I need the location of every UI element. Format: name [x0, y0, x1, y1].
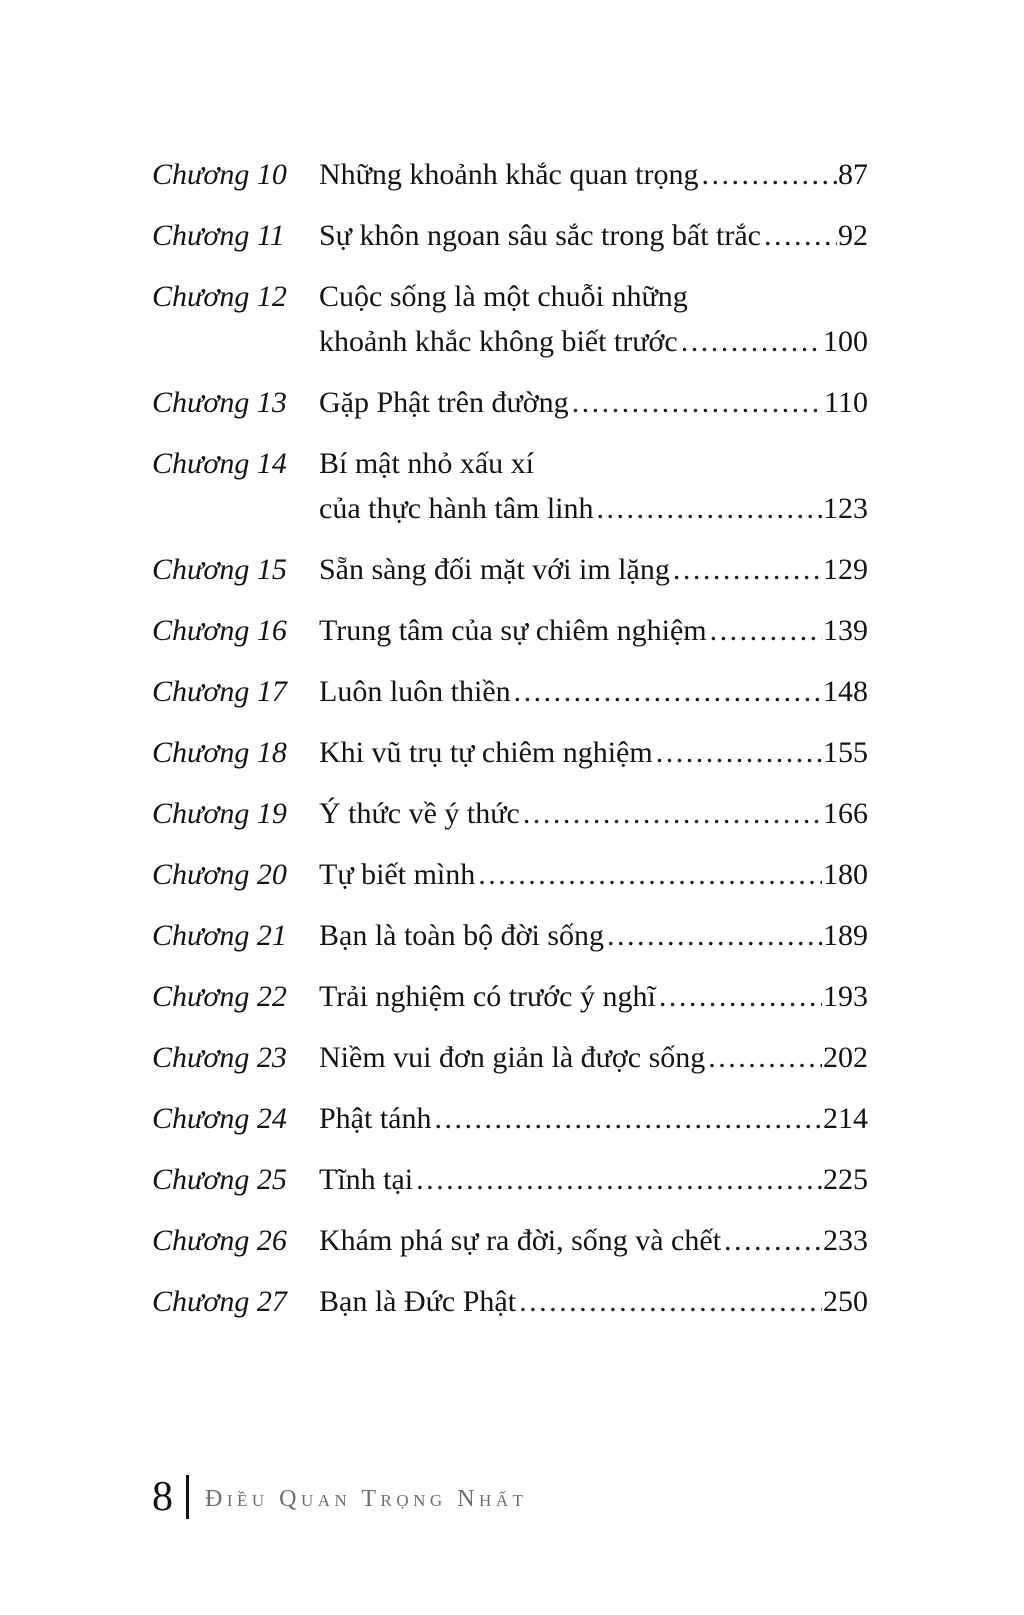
toc-entry-body: [319, 791, 868, 836]
page-number: 110: [824, 386, 868, 419]
page-number: 214: [823, 1102, 868, 1135]
chapter-label: Chương 24: [152, 1102, 287, 1135]
toc-entry-body: [319, 974, 868, 1019]
page-number: 193: [823, 980, 868, 1013]
toc-entry[interactable]: [152, 791, 868, 836]
chapter-title-line: khoảnh khắc không biết trước: [319, 325, 678, 358]
chapter-title: Ý thức về ý thức: [319, 797, 520, 830]
page-number: 225: [823, 1163, 868, 1196]
toc-entry[interactable]: [152, 730, 868, 775]
dot-leader: [519, 1279, 822, 1324]
toc-line: [319, 1035, 868, 1080]
toc-line: [319, 486, 868, 531]
dot-leader: [572, 380, 824, 425]
toc-entry[interactable]: [152, 380, 868, 425]
page-number: 202: [823, 1041, 868, 1074]
chapter-title: Bạn là Đức Phật: [319, 1285, 517, 1318]
chapter-title-line: Bí mật nhỏ xấu xí: [319, 447, 534, 480]
page-number: 100: [823, 325, 868, 358]
running-book-title: Điều Quan Trọng Nhất: [205, 1485, 528, 1512]
toc-line: [319, 1218, 868, 1263]
toc-line: [319, 913, 868, 958]
page-number: 87: [838, 158, 868, 191]
folio-page-number: 8: [152, 1474, 173, 1520]
toc-line: [319, 791, 868, 836]
chapter-title: Khám phá sự ra đời, sống và chết: [319, 1224, 722, 1257]
chapter-title: Tĩnh tại: [319, 1163, 414, 1196]
toc-entry-body: [319, 669, 868, 714]
footer-divider: [186, 1475, 189, 1519]
toc-entry-body: [319, 274, 868, 364]
chapter-title: Trải nghiệm có trước ý nghĩ: [319, 980, 656, 1013]
chapter-label: Chương 15: [152, 553, 287, 586]
dot-leader: [416, 1157, 822, 1202]
toc-line: [319, 152, 868, 197]
toc-line: [319, 274, 868, 319]
dot-leader: [597, 486, 822, 531]
dot-leader: [607, 913, 822, 958]
toc-entry[interactable]: [152, 852, 868, 897]
toc-entry[interactable]: [152, 1035, 868, 1080]
chapter-title: Trung tâm của sự chiêm nghiệm: [319, 614, 707, 647]
dot-leader: [523, 791, 822, 836]
toc-entry[interactable]: [152, 608, 868, 653]
toc-line: [319, 319, 868, 364]
page-number: 189: [823, 919, 868, 952]
dot-leader: [724, 1218, 822, 1263]
chapter-title: Phật tánh: [319, 1102, 432, 1135]
toc-entry[interactable]: [152, 974, 868, 1019]
toc-line: [319, 213, 868, 258]
chapter-label: Chương 13: [152, 386, 287, 419]
chapter-title-line: của thực hành tâm linh: [319, 492, 594, 525]
dot-leader: [710, 608, 822, 653]
toc-entry[interactable]: [152, 213, 868, 258]
toc-entry[interactable]: [152, 1096, 868, 1141]
toc-entry[interactable]: [152, 1218, 868, 1263]
toc-entry-body: [319, 608, 868, 653]
toc-line: [319, 380, 868, 425]
toc-entry[interactable]: [152, 913, 868, 958]
dot-leader: [514, 669, 822, 714]
toc-line: [319, 547, 868, 592]
chapter-label: Chương 25: [152, 1163, 287, 1196]
page-number: 92: [838, 219, 868, 252]
chapter-title: Luôn luôn thiền: [319, 675, 511, 708]
page-number: 233: [823, 1224, 868, 1257]
dot-leader: [764, 213, 837, 258]
chapter-title: Bạn là toàn bộ đời sống: [319, 919, 604, 952]
toc-entry-body: [319, 152, 868, 197]
chapter-label: Chương 23: [152, 1041, 287, 1074]
chapter-label: Chương 27: [152, 1285, 287, 1318]
toc-entry-body: [319, 380, 868, 425]
dot-leader: [435, 1096, 823, 1141]
dot-leader: [478, 852, 822, 897]
chapter-label: Chương 11: [152, 219, 285, 252]
page-number: 129: [823, 553, 868, 586]
chapter-label: Chương 12: [152, 280, 287, 313]
toc-entry[interactable]: [152, 1157, 868, 1202]
toc-entry-body: [319, 1096, 868, 1141]
chapter-label: Chương 18: [152, 736, 287, 769]
chapter-title: Niềm vui đơn giản là được sống: [319, 1041, 706, 1074]
toc-entry-body: [319, 441, 868, 531]
chapter-label: Chương 22: [152, 980, 287, 1013]
toc-entry-body: [319, 1035, 868, 1080]
chapter-label: Chương 26: [152, 1224, 287, 1257]
chapter-label: Chương 20: [152, 858, 287, 891]
chapter-title: Sự khôn ngoan sâu sắc trong bất trắc: [319, 219, 761, 252]
chapter-label: Chương 17: [152, 675, 287, 708]
toc-entry[interactable]: [152, 152, 868, 197]
toc-entry[interactable]: [152, 1279, 868, 1324]
toc-entry-body: [319, 852, 868, 897]
toc-entry-body: [319, 1218, 868, 1263]
chapter-title-line: Cuộc sống là một chuỗi những: [319, 280, 688, 313]
toc-entry-body: [319, 213, 868, 258]
page-number: 166: [823, 797, 868, 830]
toc-line: [319, 1157, 868, 1202]
page-number: 148: [823, 675, 868, 708]
toc-line: [319, 1096, 868, 1141]
page-footer: [152, 1474, 527, 1520]
toc-line: [319, 441, 868, 486]
toc-entry-body: [319, 730, 868, 775]
chapter-label: Chương 16: [152, 614, 287, 647]
toc-entry-body: [319, 1157, 868, 1202]
chapter-title: Gặp Phật trên đường: [319, 386, 569, 419]
page-number: 139: [823, 614, 868, 647]
dot-leader: [681, 319, 822, 364]
toc-entry-body: [319, 1279, 868, 1324]
toc-line: [319, 974, 868, 1019]
chapter-label: Chương 14: [152, 447, 287, 480]
toc-entry[interactable]: [152, 547, 868, 592]
page-number: 155: [823, 736, 868, 769]
table-of-contents: [152, 152, 868, 1340]
dot-leader: [673, 547, 822, 592]
chapter-title: Những khoảnh khắc quan trọng: [319, 158, 699, 191]
toc-line: [319, 852, 868, 897]
page-number: 123: [823, 492, 868, 525]
toc-line: [319, 669, 868, 714]
dot-leader: [702, 152, 837, 197]
page-number: 250: [823, 1285, 868, 1318]
chapter-label: Chương 10: [152, 158, 287, 191]
page-number: 180: [823, 858, 868, 891]
chapter-label: Chương 21: [152, 919, 287, 952]
chapter-label: Chương 19: [152, 797, 287, 830]
toc-entry-body: [319, 913, 868, 958]
toc-entry[interactable]: [152, 669, 868, 714]
toc-entry[interactable]: [152, 274, 868, 364]
dot-leader: [656, 730, 822, 775]
chapter-title: Khi vũ trụ tự chiêm nghiệm: [319, 736, 653, 769]
toc-entry-body: [319, 547, 868, 592]
toc-line: [319, 608, 868, 653]
chapter-title: Tự biết mình: [319, 858, 476, 891]
dot-leader: [708, 1035, 822, 1080]
dot-leader: [659, 974, 822, 1019]
toc-entry[interactable]: [152, 441, 868, 531]
chapter-title: Sẵn sàng đối mặt với im lặng: [319, 553, 670, 586]
toc-line: [319, 1279, 868, 1324]
toc-line: [319, 730, 868, 775]
